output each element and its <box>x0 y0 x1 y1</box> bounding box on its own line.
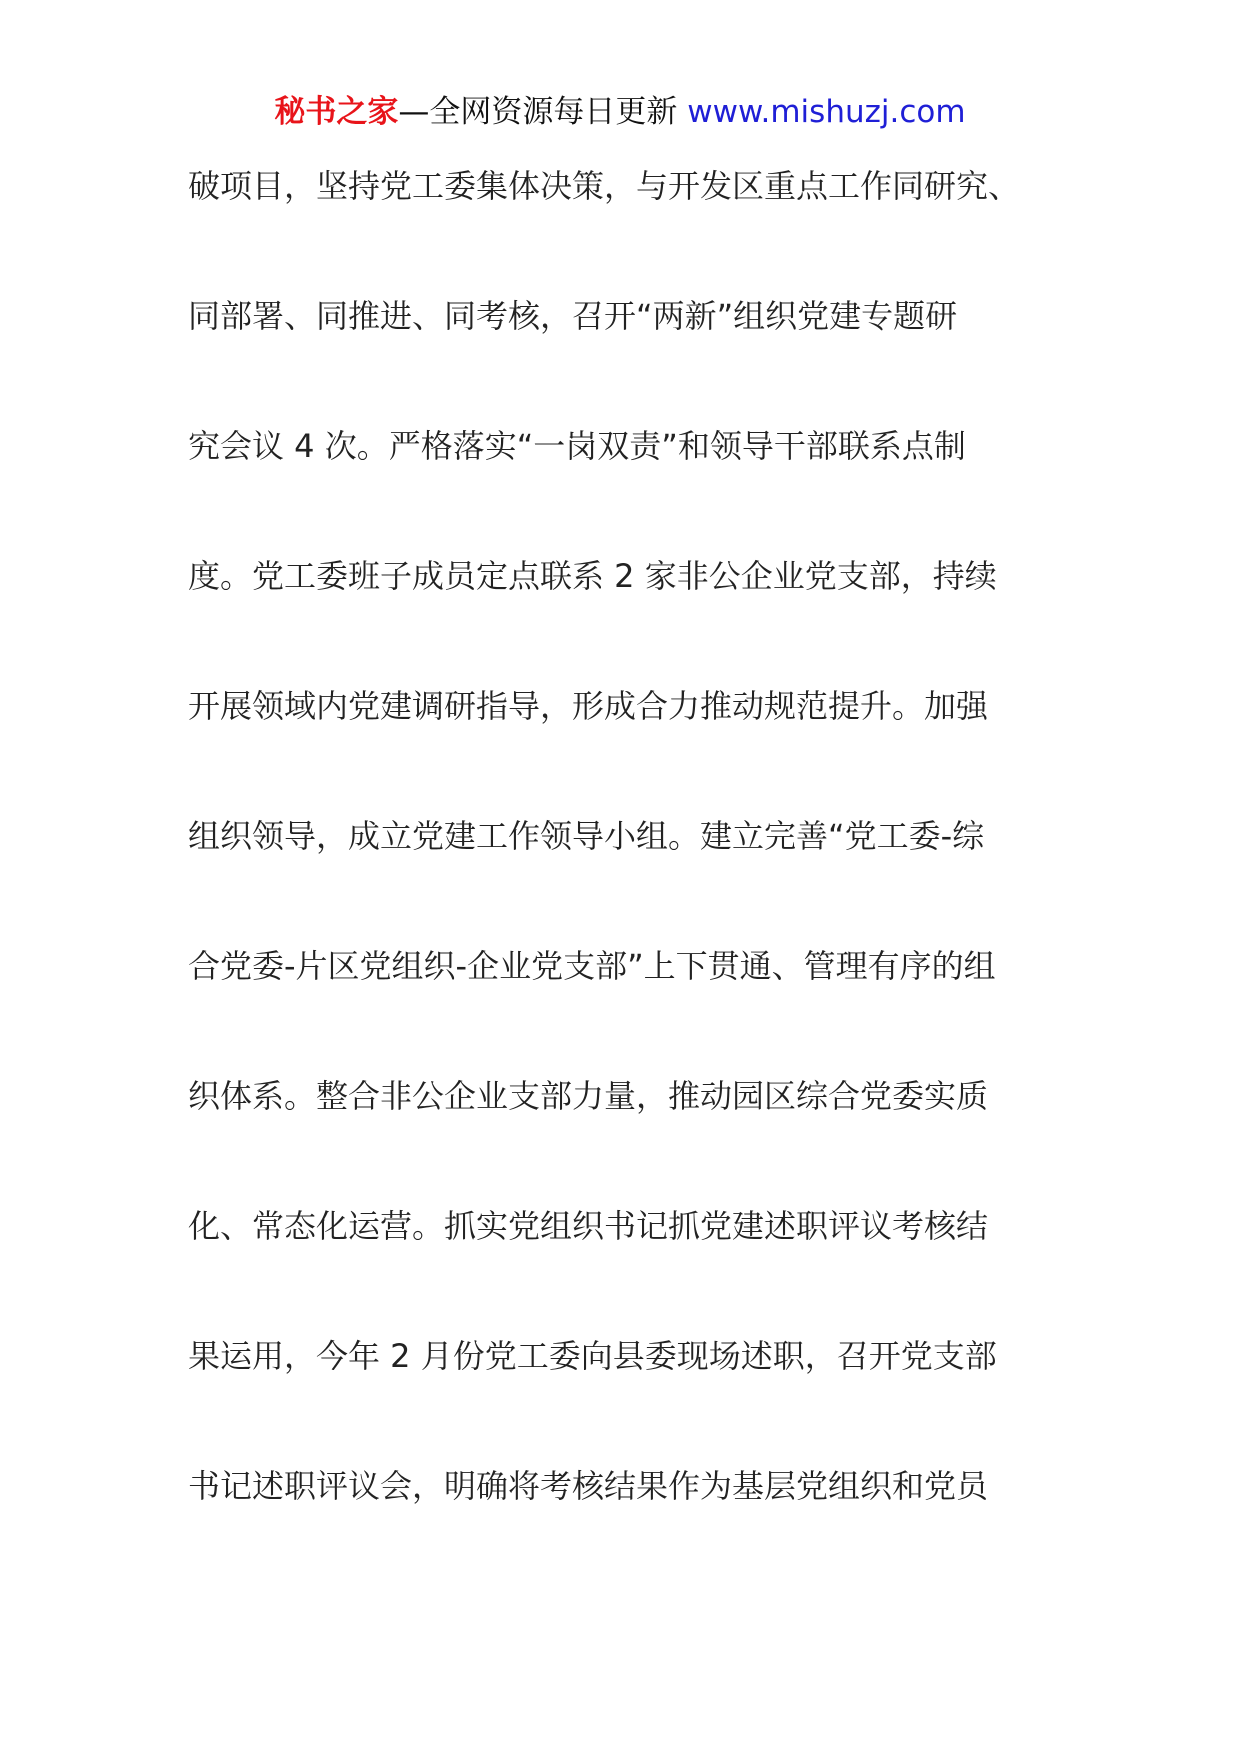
site-tagline: —全网资源每日更新 <box>398 94 678 130</box>
paragraph-line: 化、常态化运营。抓实党组织书记抓党建述职评议考核结 <box>188 1207 989 1245</box>
site-url-link[interactable]: www.mishuzj.com <box>687 94 966 130</box>
paragraph-line: 书记述职评议会，明确将考核结果作为基层党组织和党员 <box>188 1467 989 1505</box>
paragraph-line: 究会议 4 次。严格落实“一岗双责”和领导干部联系点制 <box>188 427 966 465</box>
paragraph-line: 果运用，今年 2 月份党工委向县委现场述职，召开党支部 <box>188 1337 997 1375</box>
paragraph-line: 度。党工委班子成员定点联系 2 家非公企业党支部，持续 <box>188 557 997 595</box>
document-body <box>188 166 1068 1596</box>
paragraph-line: 合党委-片区党组织-企业党支部”上下贯通、管理有序的组 <box>188 947 996 985</box>
site-brand: 秘书之家 <box>274 94 399 130</box>
page-header <box>0 92 1240 132</box>
paragraph-line: 同部署、同推进、同考核，召开“两新”组织党建专题研 <box>188 297 958 335</box>
paragraph-line: 破项目，坚持党工委集体决策，与开发区重点工作同研究、 <box>188 167 1021 205</box>
paragraph-line: 组织领导，成立党建工作领导小组。建立完善“党工委-综 <box>188 817 985 855</box>
paragraph-line: 织体系。整合非公企业支部力量，推动园区综合党委实质 <box>188 1077 989 1115</box>
paragraph-line: 开展领域内党建调研指导，形成合力推动规范提升。加强 <box>188 687 989 725</box>
